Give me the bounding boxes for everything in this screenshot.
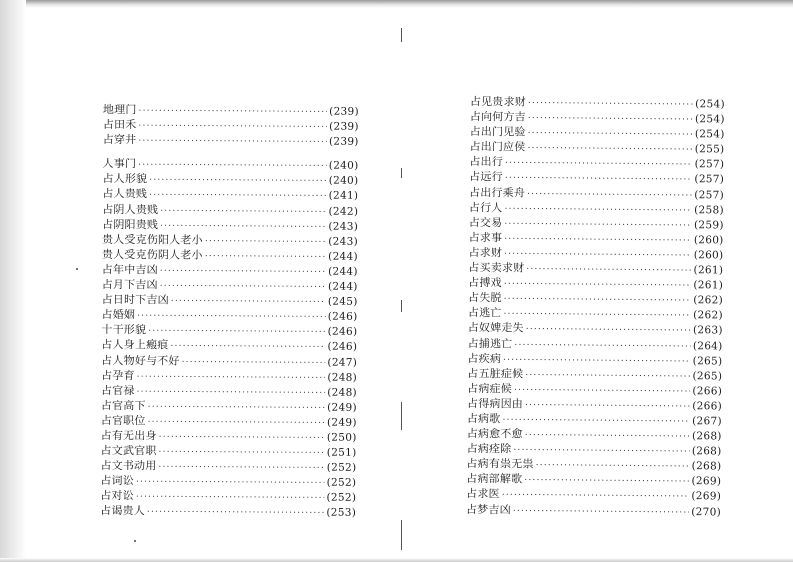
toc-entry-title: 占月下吉凶 [101,278,158,292]
gutter-mark [401,520,402,550]
toc-entry-title: 占见贵求财 [469,94,526,109]
toc-entry-page: (263) [692,324,723,337]
dot-leader [160,204,326,220]
toc-entry[interactable] [102,277,358,294]
toc-entry-title: 占阴人贵贱 [102,202,159,216]
toc-entry-page: (246) [327,310,358,324]
toc-entry[interactable] [100,458,356,475]
toc-entry[interactable] [100,488,356,505]
dot-leader [525,368,690,385]
dot-leader [503,353,691,370]
toc-entry-title: 占向何方吉 [469,110,526,124]
toc-entry-page: (254) [695,98,725,111]
dot-leader [525,429,690,446]
toc-entry-title: 占失脱 [467,291,502,305]
toc-entry[interactable] [102,292,358,309]
toc-entry-title: 占人形貌 [102,172,148,186]
dot-leader [514,338,691,355]
toc-entry-title: 占官高下 [100,398,146,413]
dot-leader [502,489,690,506]
toc-entry-page: (244) [328,265,358,278]
toc-entry-page: (251) [326,446,357,459]
toc-entry-page: (245) [327,295,358,308]
toc-entry-page: (257) [694,173,725,186]
toc-entry-title: 占孕育 [101,368,135,382]
toc-entry-page: (244) [327,280,358,293]
toc-entry-page: (247) [327,356,358,369]
toc-entry-title: 占求医 [466,487,500,501]
toc-entry-page: (243) [328,220,359,233]
dot-leader [514,383,691,400]
dot-leader [525,398,690,415]
dot-leader [526,263,691,280]
dot-leader [149,174,327,190]
toc-entry-page: (239) [329,120,359,133]
toc-entry-title: 占官禄 [100,383,135,397]
dot-leader [159,430,325,446]
toc-entry-page: (262) [693,294,724,307]
toc-entry-title: 占文书动用 [100,459,157,473]
toc-entry[interactable] [100,473,356,490]
toc-entry-page: (265) [692,354,723,368]
dot-leader [505,172,693,189]
toc-entry[interactable] [101,398,357,415]
dot-leader [182,355,326,371]
toc-entry-title: 占年中吉凶 [101,262,158,277]
toc-entry-title: 占婚姻 [101,308,136,322]
dot-leader [205,250,327,266]
toc-entry-title: 占远行 [469,170,503,184]
toc-entry-title: 占阴阳贵贱 [102,217,159,232]
dot-leader [149,189,327,205]
toc-entry-title: 占官职位 [100,413,146,428]
dot-leader [513,504,690,521]
toc-entry-page: (242) [328,205,359,218]
toc-entry[interactable] [103,117,359,134]
toc-entry-title: 占病歌 [466,411,501,426]
toc-entry-page: (243) [328,235,359,248]
toc-entry-page: (261) [693,279,724,292]
toc-entry-page: (246) [327,325,358,339]
toc-entry[interactable] [103,132,359,149]
toc-entry-page: (253) [326,507,357,520]
dot-leader [513,444,690,461]
dot-leader [526,323,691,340]
toc-entry-title: 占出门应侯 [469,140,526,154]
dot-leader [170,340,325,356]
toc-entry-page: (248) [327,386,358,399]
toc-entry-page: (239) [328,135,359,148]
dot-leader [137,309,326,325]
dot-leader [504,232,692,249]
toc-entry-page: (254) [694,128,725,141]
dot-leader [148,325,326,341]
toc-entry-page: (250) [326,431,357,444]
toc-entry-title: 占捕逃亡 [467,336,513,350]
scan-edge-top [0,0,793,8]
dot-leader [504,247,692,264]
dot-leader [138,119,327,135]
toc-entry-page: (255) [694,143,725,156]
toc-entry[interactable] [100,503,356,520]
toc-entry-title: 占出行乘舟 [468,185,526,200]
toc-entry-title: 占疾病 [467,351,502,365]
toc-entry-title: 贵人受克伤阳人老小 [101,232,203,247]
scan-speck [134,540,136,542]
toc-entry-page: (261) [693,264,724,277]
toc-entry[interactable] [101,337,357,354]
dot-leader [137,385,326,401]
toc-entry-page: (248) [327,371,358,384]
scan-speck [76,268,78,270]
dot-leader [158,461,324,477]
toc-entry[interactable] [101,428,357,445]
toc-entry-page: (241) [328,190,359,203]
toc-entry-title: 地理门 [102,102,137,117]
toc-entry-page: (246) [327,340,358,354]
toc-entry-page: (240) [328,174,359,188]
dot-leader [205,234,327,250]
scan-edge-left [0,0,26,562]
gutter-mark [401,28,402,42]
toc-entry-title: 占谒贵人 [100,504,146,518]
toc-entry-page: (266) [692,384,723,398]
toc-entry-page: (252) [326,461,357,474]
dot-leader [527,187,692,204]
toc-entry-title: 占求财 [468,245,503,260]
dot-leader [171,295,326,311]
dot-leader [160,279,326,295]
toc-entry-page: (270) [691,505,722,518]
toc-entry-title: 占出行 [469,155,504,169]
scan-edge-bottom [0,558,793,562]
toc-entry-title: 占病愈不愈 [466,427,523,441]
dot-leader [504,293,692,310]
dot-leader [136,475,325,491]
toc-entry-title: 占交易 [468,215,503,230]
toc-entry-page: (249) [326,416,357,429]
dot-leader [528,127,693,144]
dot-leader [158,445,324,461]
toc-entry[interactable] [102,247,358,264]
toc-entry[interactable] [101,368,357,385]
toc-entry[interactable] [101,443,357,460]
toc-entry-page: (268) [691,460,722,473]
dot-leader [148,400,326,416]
toc-entry[interactable] [101,352,357,369]
toc-entry-page: (260) [693,233,724,247]
toc-entry-title: 占搏戏 [468,276,502,290]
dot-leader [527,142,692,159]
toc-entry-title: 占五脏症候 [467,366,524,381]
toc-entry-page: (262) [693,309,723,322]
dot-leader [136,491,325,507]
toc-entry-page: (259) [693,218,724,232]
dot-leader [505,157,693,174]
toc-entry-title: 贵人受克伤阴人老小 [101,247,203,262]
dot-leader [536,459,690,475]
toc-entry[interactable] [102,262,358,279]
toc-entry[interactable] [103,156,359,173]
toc-entry-page: (254) [694,113,725,126]
toc-entry-title: 占田禾 [102,118,137,132]
dot-leader [503,308,691,325]
toc-entry-title: 占穿井 [102,133,137,147]
gutter-mark [401,168,402,178]
toc-entry-page: (264) [692,339,723,352]
toc-entry-page: (266) [692,400,723,413]
toc-entry-page: (267) [692,415,722,428]
toc-entry-title: 占病部解歌 [466,472,523,486]
dot-leader [138,104,327,120]
dot-leader [504,202,692,219]
toc-entry-title: 占出门见验 [469,125,526,139]
toc-entry-page: (257) [694,188,725,202]
gutter-mark [401,402,402,430]
toc-entry-title: 占梦吉凶 [465,502,511,516]
toc-entry[interactable] [101,322,357,339]
dot-leader [524,474,689,491]
toc-entry-page: (260) [693,249,724,262]
toc-entry-page: (268) [691,430,722,443]
toc-entry-page: (252) [326,491,357,505]
toc-entry-page: (268) [691,445,722,458]
toc-entry-page: (249) [327,401,357,414]
toc-entry-title: 占人物好与不好 [101,353,180,368]
dot-leader [138,134,327,150]
toc-entry-title: 占奴婢走失 [467,321,524,335]
toc-left-page [100,102,359,520]
toc-entry-title: 占病有祟无祟 [466,457,534,471]
toc-entry-title: 占求事 [468,230,503,245]
toc-entry-title: 占逃亡 [467,306,502,320]
toc-entry-title: 占日时下吉凶 [101,293,169,307]
toc-entry-title: 占有无出身 [100,428,157,443]
toc-entry-page: (244) [328,250,358,263]
toc-entry[interactable] [101,383,357,400]
toc-entry[interactable] [101,307,357,324]
toc-entry-title: 十干形貌 [101,323,147,337]
dot-leader [160,264,326,280]
toc-entry-title: 占文武官职 [100,444,157,458]
toc-entry-page: (258) [694,203,724,217]
toc-entry-title: 占得病因由 [466,396,524,411]
dot-leader [502,413,690,430]
toc-entry-title: 占词讼 [100,474,135,488]
toc-entry-title: 占对讼 [100,489,134,503]
toc-entry-title: 占行人 [468,200,503,214]
toc-entry-title: 人事门 [102,157,137,171]
toc-entry-page: (252) [326,476,357,490]
toc-entry-title: 占人贵贱 [102,187,148,201]
dot-leader [147,506,325,522]
dot-leader [137,370,326,386]
toc-entry-title: 占人身上瘢痕 [101,338,169,352]
dot-leader [148,415,326,431]
dot-leader [528,97,693,114]
toc-entry-title: 占买卖求财 [468,261,525,275]
toc-entry-page: (269) [691,490,722,503]
toc-entry-page: (239) [329,105,359,118]
toc-entry-page: (265) [692,369,723,383]
toc-entry-page: (240) [328,159,359,173]
toc-entry[interactable] [103,102,359,119]
toc-entry-page: (269) [691,475,722,488]
toc-entry-page: (257) [694,158,725,171]
toc-entry-title: 占病痊除 [466,442,512,456]
toc-entry-title: 占病症候 [467,381,513,396]
toc-entry[interactable] [101,413,357,430]
dot-leader [528,112,693,129]
dot-leader [504,217,692,234]
gutter-mark [401,300,402,312]
dot-leader [138,159,327,175]
dot-leader [504,277,692,294]
toc-right-page [466,94,725,519]
